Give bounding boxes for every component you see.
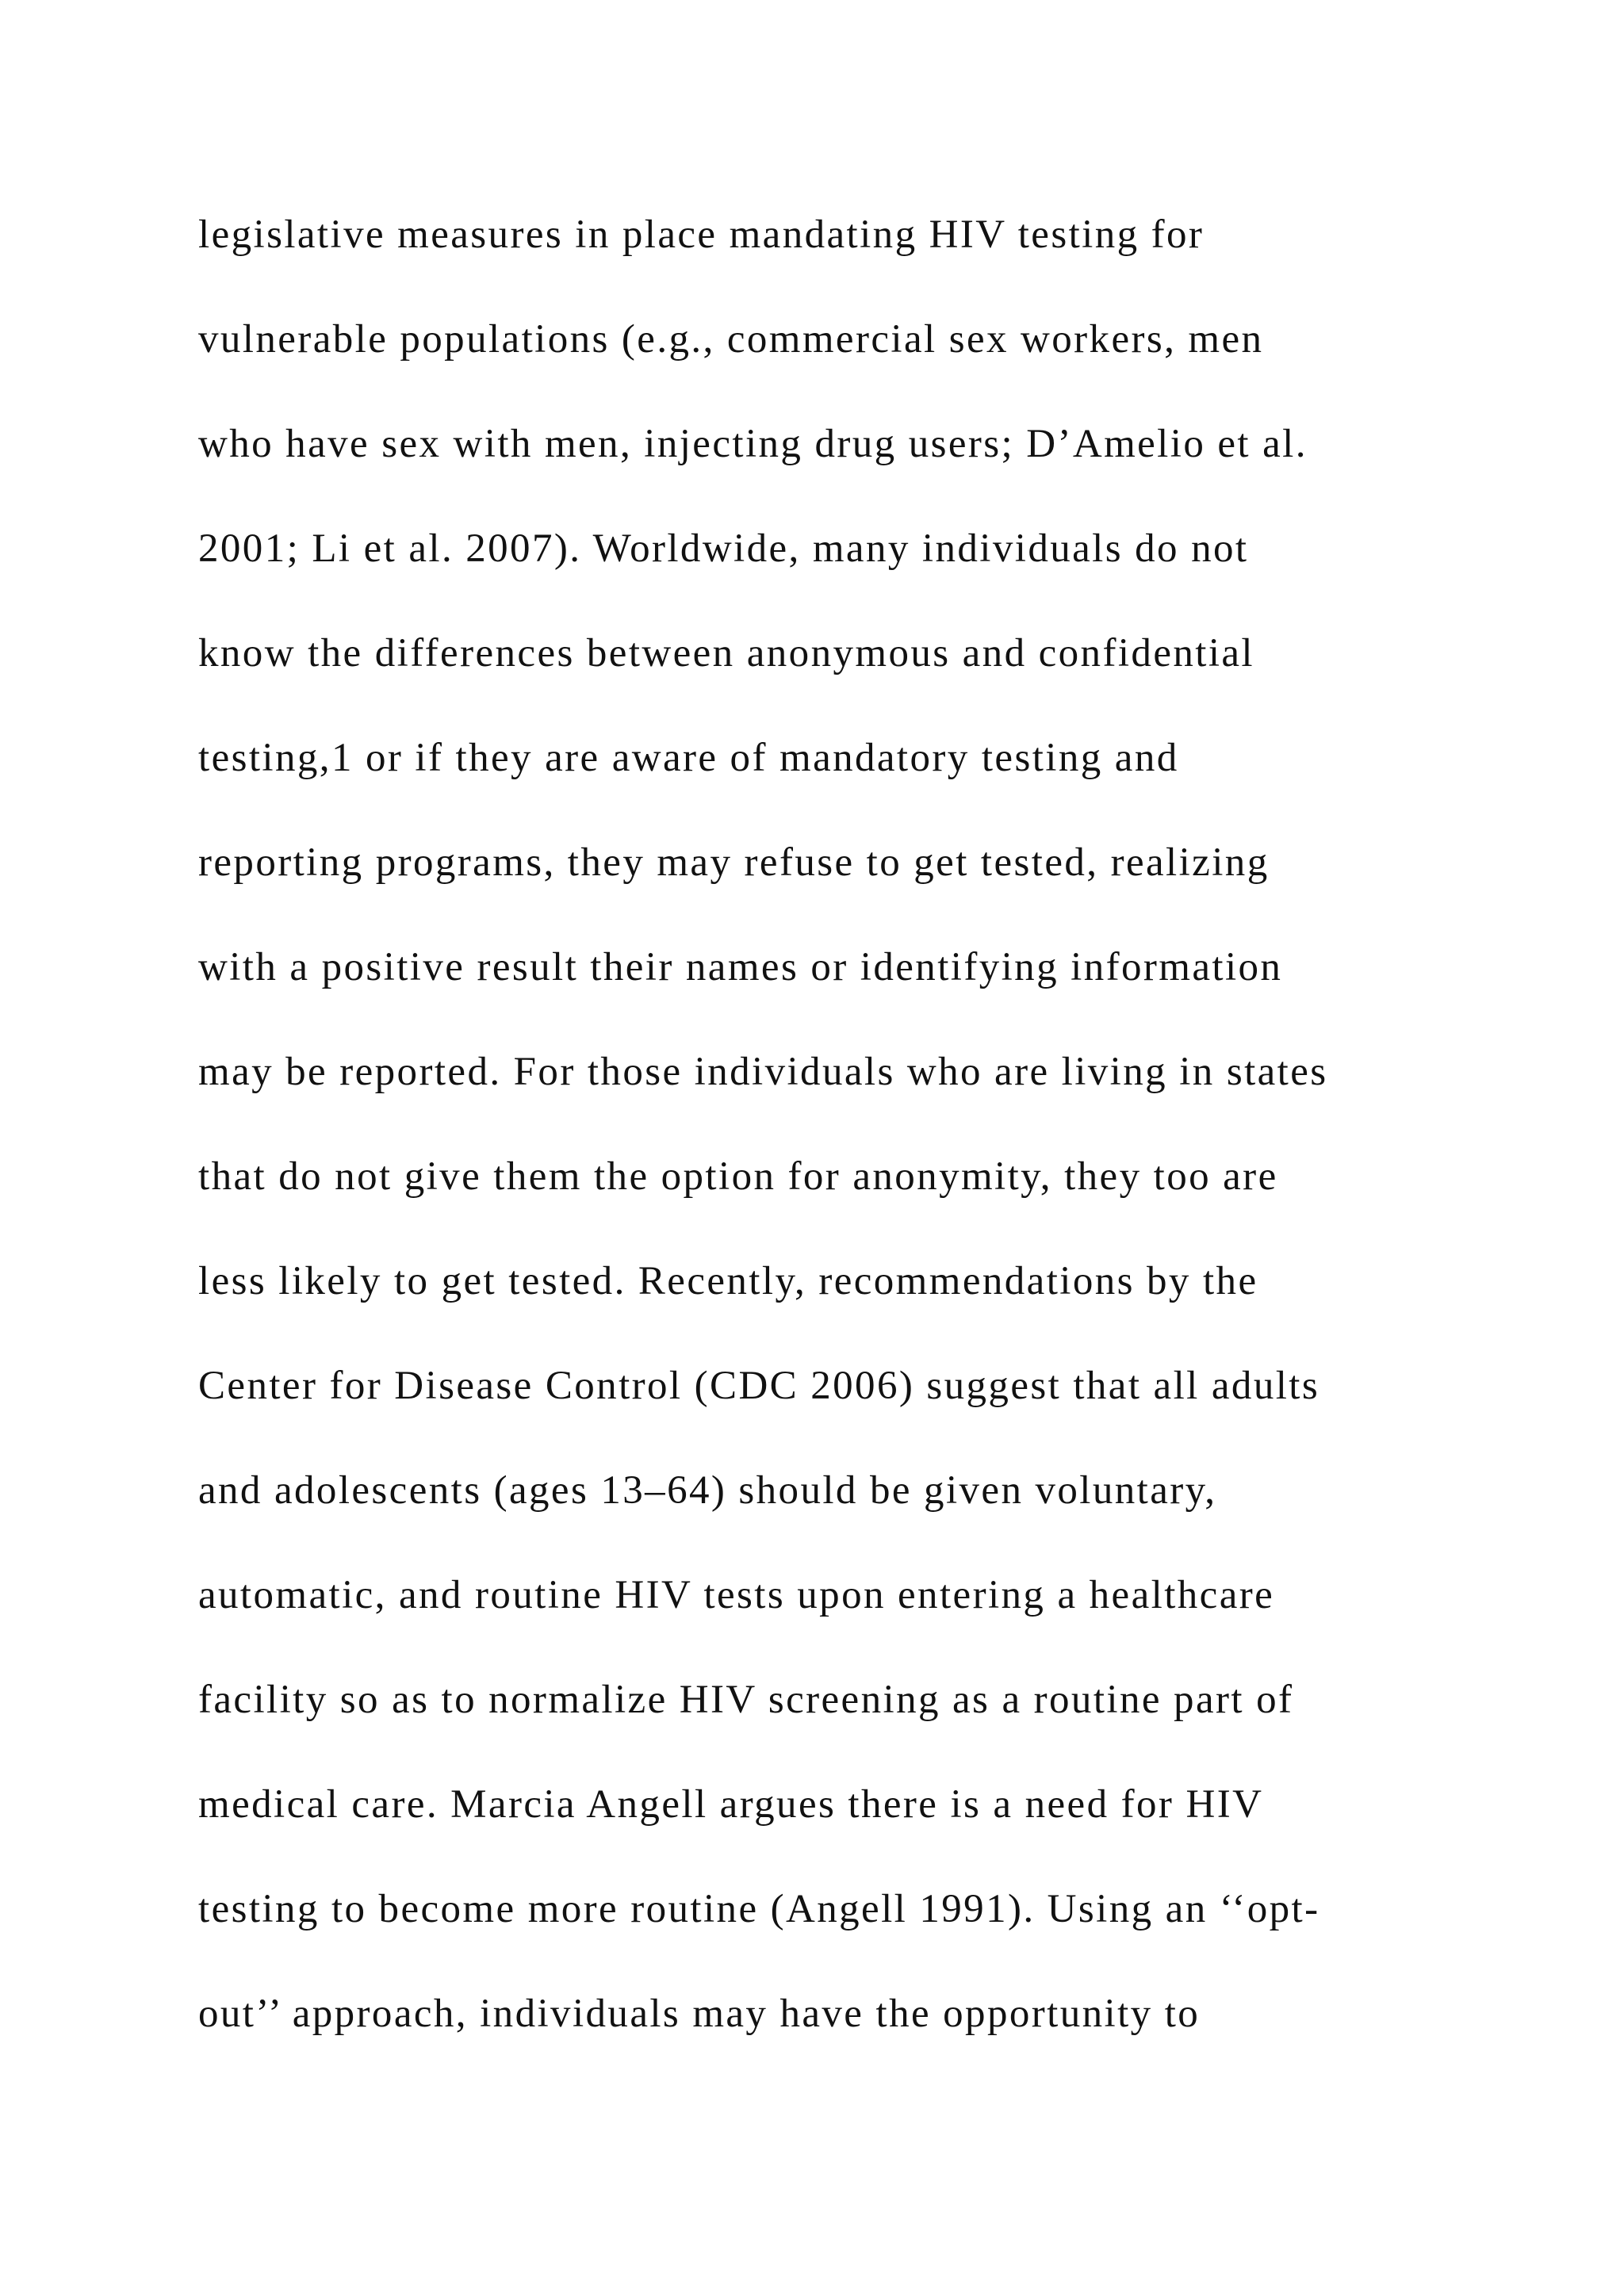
text-line: out’’ approach, individuals may have the opportunity to [198, 1992, 1201, 2036]
text-line: reporting programs, they may refuse to get tested, realizing [198, 840, 1270, 885]
text-line: testing to become more routine (Angell 1991). Using an ‘‘opt- [198, 1887, 1320, 1931]
text-line: 2001; Li et al. 2007). Worldwide, many individuals do not [198, 526, 1249, 571]
text-line: with a positive result their names or identifying information [198, 945, 1283, 989]
text-line: less likely to get tested. Recently, recommendations by the [198, 1259, 1258, 1303]
text-line: testing,1 or if they are aware of mandatory testing and [198, 736, 1179, 780]
text-line: who have sex with men, injecting drug users; D’Amelio et al. [198, 422, 1308, 466]
text-line: know the differences between anonymous and confidential [198, 631, 1254, 675]
text-line: facility so as to normalize HIV screening as a routine part of [198, 1678, 1294, 1722]
text-line: and adolescents (ages 13–64) should be given voluntary, [198, 1468, 1217, 1513]
text-line: that do not give them the option for anonymity, they too are [198, 1154, 1278, 1199]
body-text [198, 182, 1483, 2066]
text-line: legislative measures in place mandating HIV testing for [198, 212, 1205, 257]
text-line: Center for Disease Control (CDC 2006) suggest that all adults [198, 1364, 1320, 1408]
text-line: medical care. Marcia Angell argues there is a need for HIV [198, 1782, 1264, 1827]
text-line: vulnerable populations (e.g., commercial sex workers, men [198, 317, 1264, 362]
text-line: may be reported. For those individuals who are living in states [198, 1050, 1328, 1094]
text-line: automatic, and routine HIV tests upon entering a healthcare [198, 1573, 1275, 1617]
